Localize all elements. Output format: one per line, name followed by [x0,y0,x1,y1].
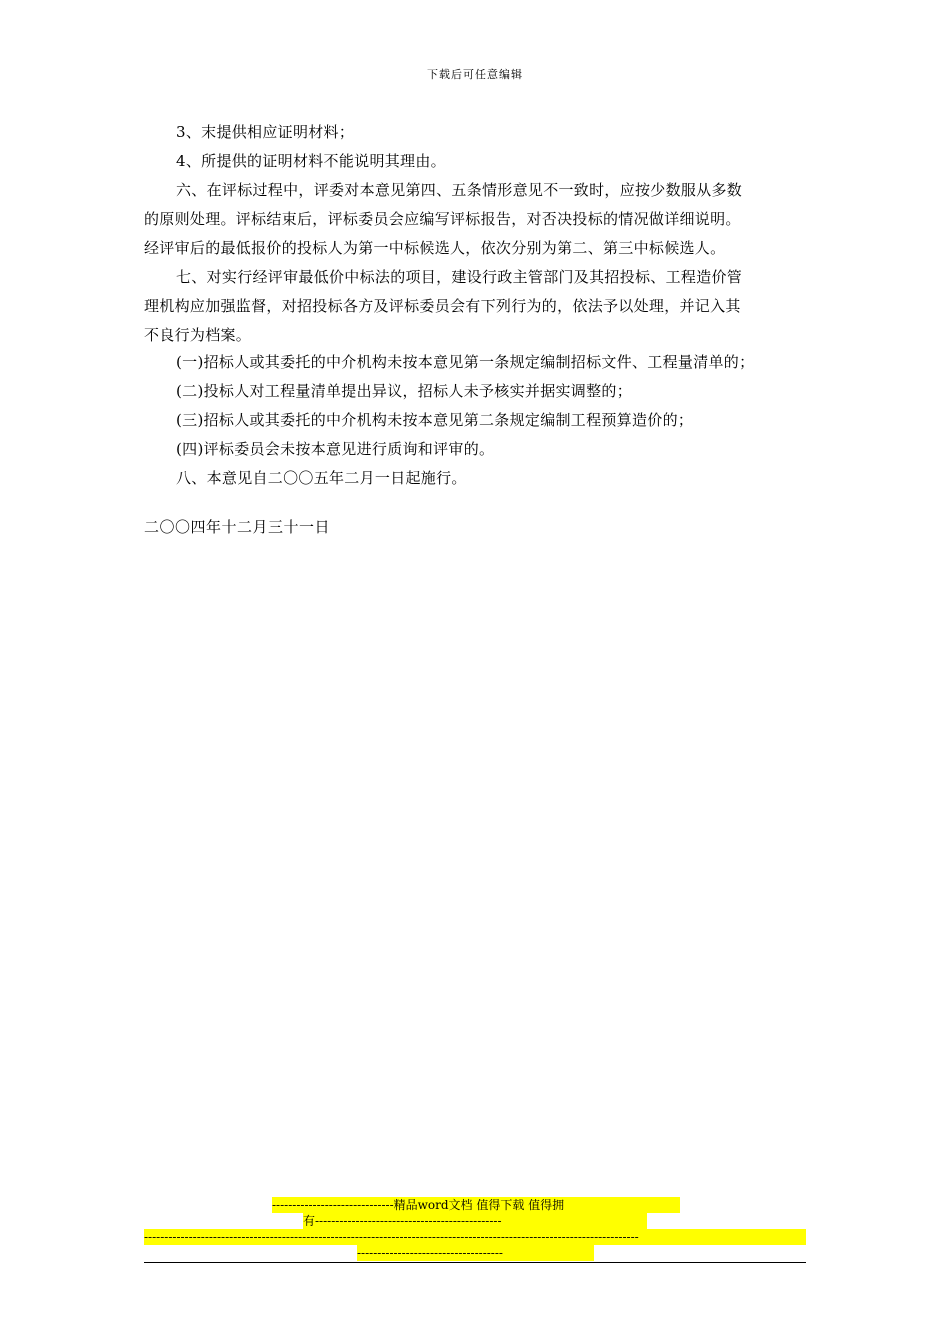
footer-highlight-line-4: ------------------------------------ [357,1245,594,1261]
sub-item-2: (二)投标人对工程量清单提出异议，招标人未予核实并据实调整的； [176,382,633,400]
footer-highlight-line-3: -------------------------------------------------------------------------------------------------------------------------- [144,1229,806,1245]
paragraph-6-line-1: 六、在评标过程中，评委对本意见第四、五条情形意见不一致时，应按少数服从多数 [176,181,743,199]
paragraph-7 [144,263,808,350]
footer-divider [144,1262,806,1263]
document-date: 二〇〇四年十二月三十一日 [144,518,331,536]
paragraph-7-line-1: 七、对实行经评审最低价中标法的项目，建设行政主管部门及其招投标、工程造价管 [176,268,743,286]
paragraph-7-line-3: 不良行为档案。 [144,326,252,344]
sub-item-4: (四)评标委员会未按本意见进行质询和评审的。 [176,440,495,458]
paragraph-6-line-3: 经评审后的最低报价的投标人为第一中标候选人，依次分别为第二、第三中标候选人。 [144,239,726,257]
paragraph-7-line-2: 理机构应加强监督，对招投标各方及评标委员会有下列行为的，依法予以处理，并记入其 [144,297,741,315]
paragraph-8: 八、本意见自二〇〇五年二月一日起施行。 [176,469,467,487]
sub-item-3: (三)招标人或其委托的中介机构未按本意见第二条规定编制工程预算造价的； [176,411,694,429]
paragraph-6-line-2: 的原则处理。评标结束后，评标委员会应编写评标报告，对否决投标的情况做详细说明。 [144,210,741,228]
paragraph-6 [144,176,808,263]
footer-highlight-line-2: 有---------------------------------------------- [303,1213,647,1229]
item-3: 3、末提供相应证明材料； [176,123,355,141]
item-4: 4、所提供的证明材料不能说明其理由。 [176,152,446,170]
page-header: 下载后可任意编辑 [427,68,523,81]
sub-item-1: (一)招标人或其委托的中介机构未按本意见第一条规定编制招标文件、工程量清单的； [176,353,755,371]
footer-highlight-line-1: ------------------------------精品word文档 值得下载 值得拥 [272,1197,680,1213]
